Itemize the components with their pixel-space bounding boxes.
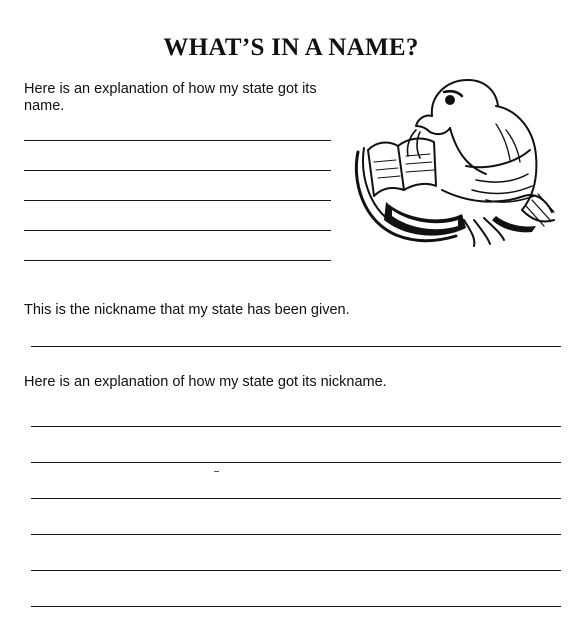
writing-line[interactable]	[31, 570, 561, 571]
writing-line[interactable]	[31, 462, 561, 463]
eagle-reading-book-icon	[346, 70, 558, 254]
scan-speck	[214, 471, 219, 472]
writing-line[interactable]	[24, 230, 331, 231]
writing-line[interactable]	[24, 140, 331, 141]
writing-line[interactable]	[31, 534, 561, 535]
writing-line[interactable]	[31, 426, 561, 427]
writing-line[interactable]	[24, 260, 331, 261]
writing-line[interactable]	[24, 170, 331, 171]
name-explanation-prompt: Here is an explanation of how my state got its name.	[24, 81, 317, 114]
page-title: WHAT’S IN A NAME?	[163, 34, 419, 61]
writing-line[interactable]	[31, 498, 561, 499]
nickname-writing-line[interactable]	[31, 346, 561, 347]
nickname-explanation-prompt: Here is an explanation of how my state got its nickname.	[24, 374, 387, 390]
writing-line[interactable]	[31, 606, 561, 607]
nickname-prompt: This is the nickname that my state has been given.	[24, 302, 350, 318]
writing-line[interactable]	[24, 200, 331, 201]
